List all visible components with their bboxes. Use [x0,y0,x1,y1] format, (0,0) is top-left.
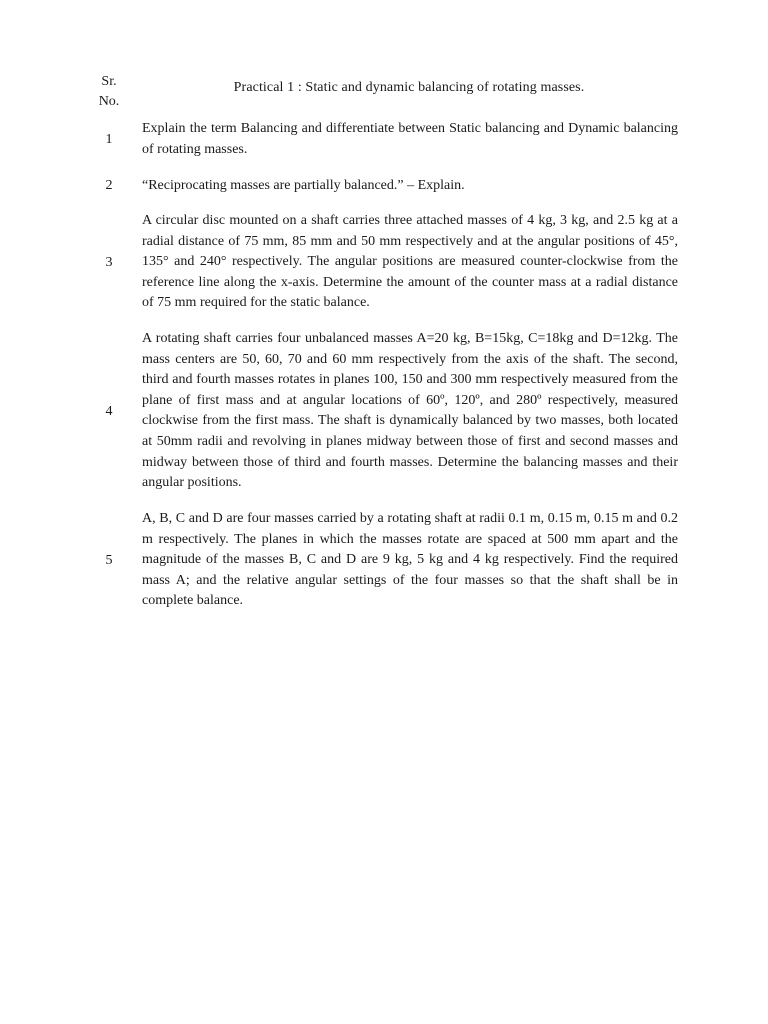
question-number: 2 [105,178,113,193]
question-text: “Reciprocating masses are partially balanced.” – Explain. [142,178,465,193]
question-number: 4 [105,404,113,419]
sr-no-header [88,72,130,112]
question-number: 3 [105,255,113,270]
question-row [88,509,680,613]
question-number: 5 [105,553,113,568]
question-row [88,176,680,197]
question-row [88,329,680,494]
question-text: A circular disc mounted on a shaft carries three attached masses of 4 kg, 3 kg, and 2.5 kg at a radial distance of 75 mm, 85 mm and 50 mm respectively and at the angular positions of 45°, 135° and 240° respectively. The angular positions are measured counter-clockwise from the reference line along the x-axis. Determine the amount of the counter mass at a radial distance of 75 mm required for the static balance. [142,213,678,311]
question-number: 1 [105,132,113,147]
question-text: Explain the term Balancing and differentiate between Static balancing and Dynamic balancing of rotating masses. [142,121,678,157]
practical-title: Practical 1 : Static and dynamic balancing of rotating masses. [233,80,585,95]
question-row [88,119,680,161]
question-text: A, B, C and D are four masses carried by a rotating shaft at radii 0.1 m, 0.15 m, 0.15 m and 0.2 m respectively. The planes in which the masses rotate are spaced at 500 mm apart and the magnitude of the masses B, C and D are 9 kg, 5 kg and 4 kg respectively. Find the required mass A; and the relative angular settings of the four masses so that the shaft shall be in complete balance. [142,511,678,609]
sr-header-line-2: No. [98,94,120,109]
question-text: A rotating shaft carries four unbalanced masses A=20 kg, B=15kg, C=18kg and D=12kg. The mass centers are 50, 60, 70 and 60 mm respectively from the axis of the shaft. The second, third and fourth masses rotates in planes 100, 150 and 300 mm respectively measured from the plane of first mass and at angular locations of 60º, 120º, and 280º respectively, measured clockwise from the first mass. The shaft is dynamically balanced by two masses, both located at 50mm radii and revolving in planes midway between those of first and second masses and midway between those of third and fourth masses. Determine the balancing masses and their angular positions. [142,331,678,491]
sr-header-line-1: Sr. [101,74,117,89]
question-row [88,211,680,315]
